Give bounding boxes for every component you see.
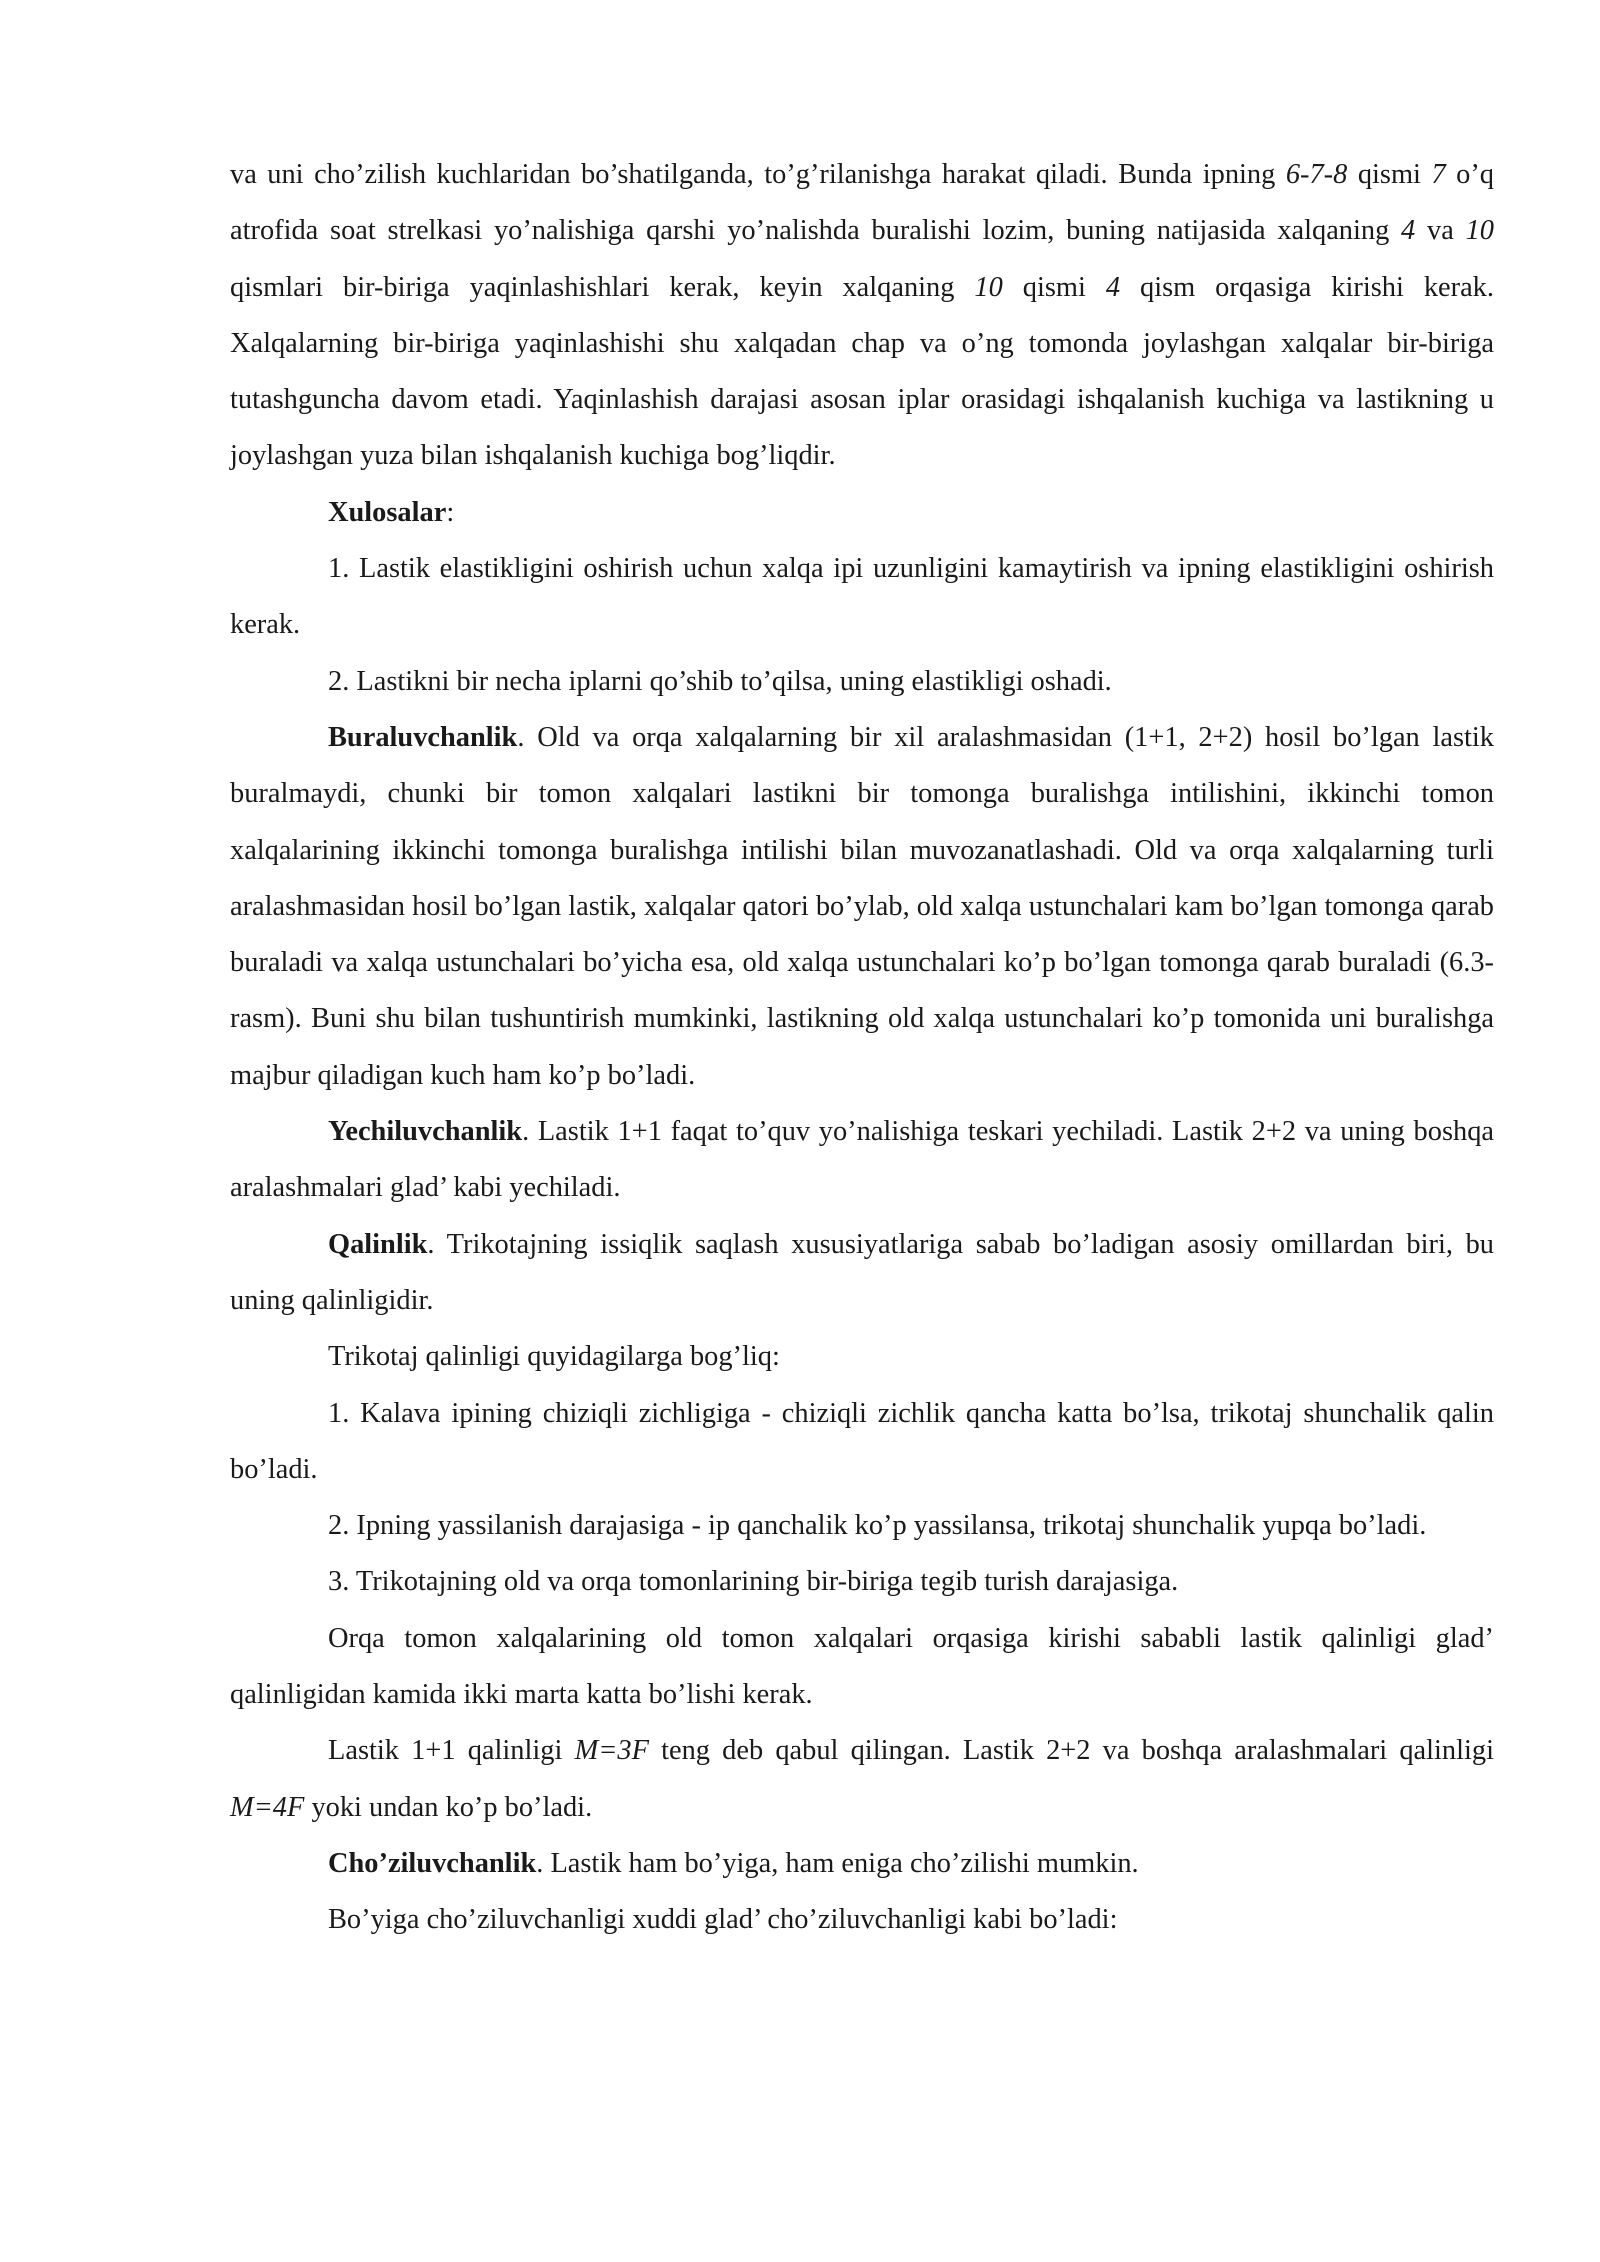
- part-number: 4: [1401, 215, 1416, 247]
- paragraph-twist: Buraluvchanlik. Old va orqa xalqalarning bir xil aralashmasidan (1+1, 2+2) hosil bo’lgan lastik buralmaydi, chunki bir tomon xalqalari lastikni bir tomonga buralishga intilishini, ikkinchi tomon xalqalarining ikkinchi tomonga buralishga intilishi bilan muvozanatlashadi. Old va orqa xalqalarning turli aralashmasidan hosil bo’lgan lastik, xalqalar qatori bo’ylab, old xalqa ustunchalari kam bo’lgan tomonga qarab buraladi va xalqa ustunchalari bo’yicha esa, old xalqa ustunchalari ko’p bo’lgan tomonga qarab buraladi (6.3-rasm). Buni shu bilan tushuntirish mumkinki, lastikning old xalqa ustunchalari ko’p tomonida uni buralishga majbur qiladigan kuch ham ko’p bo’ladi.: [230, 721, 1494, 1091]
- conclusions-heading: Xulosalar:: [328, 496, 455, 528]
- term-thickness: Qalinlik: [328, 1228, 428, 1260]
- document-page: [230, 147, 1494, 1949]
- paragraph-thickness: Qalinlik. Trikotajning issiqlik saqlash xususiyatlariga sabab bo’ladigan asosiy omillardan biri, bu uning qalinligidir.: [230, 1228, 1494, 1316]
- formula: M=4F: [230, 1791, 305, 1823]
- paragraph-stretch-length: Bo’yiga cho’ziluvchanligi xuddi glad’ cho’ziluvchanligi kabi bo’ladi:: [328, 1904, 1118, 1936]
- conclusion-item-2: 2. Lastikni bir necha iplarni qo’shib to’qilsa, uning elastikligi oshadi.: [328, 665, 1112, 697]
- part-number: 6-7-8: [1285, 159, 1348, 190]
- paragraph-loop-twist: va uni cho’zilish kuchlaridan bo’shatilganda, to’g’rilanishga harakat qiladi. Bunda ipning 6-7-8 qismi 7 o’q atrofida soat strelkasi yo’nalishiga qarshi yo’nalishda buralishi lozim, buning natijasida xalqaning 4 va 10 qismlari bir-biriga yaqinlashishlari kerak, keyin xalqaning 10 qismi 4 qism orqasiga kirishi kerak. Xalqalarning bir-biriga yaqinlashishi shu xalqadan chap va o’ng tomonda joylashgan xalqalar bir-biriga tutashguncha davom etadi. Yaqinlashish darajasi asosan iplar orasidagi ishqalanish kuchiga va lastikning u joylashgan yuza bilan ishqalanish kuchiga bog’liqdir.: [230, 159, 1494, 472]
- part-number: 4: [1105, 271, 1121, 303]
- part-number: 10: [974, 271, 1003, 303]
- thickness-intro: Trikotaj qalinligi quyidagilarga bog’liq:: [328, 1341, 780, 1373]
- term-twist: Buraluvchanlik: [328, 721, 518, 753]
- paragraph-stretch: Cho’ziluvchanlik. Lastik ham bo’yiga, ham eniga cho’zilishi mumkin.: [328, 1847, 1139, 1879]
- conclusion-item-1: 1. Lastik elastikligini oshirish uchun xalqa ipi uzunligini kamaytirish va ipning elastikligini oshirish kerak.: [230, 553, 1494, 641]
- thickness-item-2: 2. Ipning yassilanish darajasiga - ip qanchalik ko’p yassilansa, trikotaj shunchalik yupqa bo’ladi.: [328, 1510, 1427, 1542]
- paragraph-back-loops: Orqa tomon xalqalarining old tomon xalqalari orqasiga kirishi sababli lastik qalinligi glad’ qalinligidan kamida ikki marta katta bo’lishi kerak.: [230, 1622, 1494, 1711]
- part-number: 10: [1465, 215, 1494, 247]
- term-stretch: Cho’ziluvchanlik: [328, 1847, 537, 1879]
- paragraph-thickness-formula: Lastik 1+1 qalinligi M=3F teng deb qabul qilingan. Lastik 2+2 va boshqa aralashmalari qalinligi M=4F yoki undan ko’p bo’ladi.: [230, 1735, 1494, 1823]
- thickness-item-1: 1. Kalava ipining chiziqli zichligiga - chiziqli zichlik qancha katta bo’lsa, trikotaj shunchalik qalin bo’ladi.: [230, 1397, 1494, 1485]
- part-number: 7: [1431, 159, 1446, 190]
- paragraph-unravel: Yechiluvchanlik. Lastik 1+1 faqat to’quv yo’nalishiga teskari yechiladi. Lastik 2+2 va uning boshqa aralashmalari glad’ kabi yechiladi.: [230, 1116, 1494, 1204]
- formula: M=3F: [574, 1735, 649, 1767]
- thickness-item-3: 3. Trikotajning old va orqa tomonlarining bir-biriga tegib turish darajasiga.: [328, 1566, 1179, 1598]
- term-unravel: Yechiluvchanlik: [328, 1116, 523, 1148]
